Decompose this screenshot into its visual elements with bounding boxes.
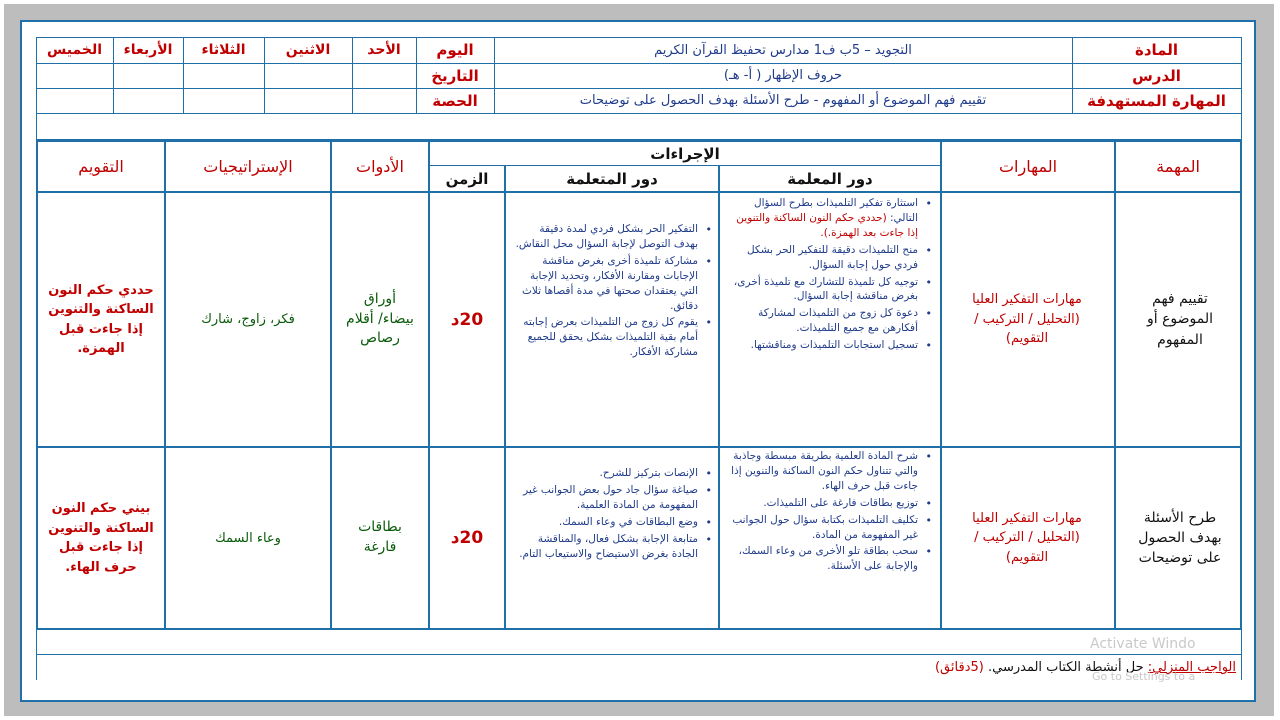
row1-student-item: • التفكير الحر بشكل فردي لمدة دقيقة بهدف التوصل لإجابة السؤال محل النقاش. xyxy=(514,222,698,252)
day-wednesday: الأربعاء xyxy=(123,42,173,58)
row1-strategies: فكر، زاوج، شارك xyxy=(201,312,295,327)
col-tools: الأدوات xyxy=(356,157,404,176)
row2-student-role xyxy=(514,466,714,616)
row2-student-item: • وضع البطاقات في وعاء السمك. xyxy=(514,515,698,530)
row2-teacher-item: • تكليف التلميذات بكتابة سؤال حول الجوانب غير المفهومة من المادة. xyxy=(728,513,918,543)
row2-tools: بطاقات فارغة xyxy=(358,519,402,555)
lesson-value: حروف الإظهار ( أ- هـ) xyxy=(723,68,843,83)
homework-time: (5دقائق) xyxy=(934,660,984,675)
col-evaluation: التقويم xyxy=(78,157,124,176)
col-time: الزمن xyxy=(445,169,489,188)
row2-strategies: وعاء السمك xyxy=(215,530,281,546)
target-skill-value: تقييم فهم الموضوع أو المفهوم - طرح الأسئلة بهدف الحصول على توضيحات xyxy=(579,93,987,108)
row2-evaluation: بيني حكم النون الساكنة والتنوين إذا جاءت قبل حرف الهاء. xyxy=(48,501,154,575)
subject-value: التجويد – 5ب ف1 مدارس تحفيظ القرآن الكريم xyxy=(654,42,912,58)
row1-teacher-item: • دعوة كل زوج من التلميذات لمشاركة أفكارهن مع جميع التلميذات. xyxy=(728,306,918,336)
col-strategies: الإستراتيجيات xyxy=(203,157,293,176)
row1-teacher-item: • توجيه كل تلميذة للتشارك مع تلميذة أخرى، بغرض مناقشة إجابة السؤال. xyxy=(728,275,918,305)
row1-teacher-role xyxy=(728,196,934,444)
col-student-role: دور المتعلمة xyxy=(566,169,658,188)
homework-label: الواجب المنزلي: xyxy=(1147,660,1236,675)
row1-teacher-item: • استثارة تفكير التلميذات بطرح السؤال التالي: (حددي حكم النون الساكنة والتنوين إذا جاءت بعد الهمزة.). xyxy=(728,196,918,241)
lesson-label: الدرس xyxy=(1132,66,1181,85)
row1-student-item: • يقوم كل زوج من التلميذات بعرض إجابته أمام بقية التلميذات بشكل يحقق للجميع مشاركة الأفكار. xyxy=(514,315,698,360)
date-label: التاريخ xyxy=(431,66,479,85)
col-procedures: الإجراءات xyxy=(650,144,720,163)
row1-teacher-item: • تسجيل استجابات التلميذات ومناقشتها. xyxy=(728,338,918,353)
day-sunday: الأحد xyxy=(367,42,401,58)
period-label: الحصة xyxy=(432,91,478,110)
row1-student-item: • مشاركة تلميذة أخرى بغرض مناقشة الإجابات ومقارنة الأفكار، وتحديد الإجابة التي يعتقدان صحتها في مدة أقصاها ثلاث دقائق. xyxy=(514,254,698,314)
col-task: المهمة xyxy=(1156,157,1200,176)
col-skills: المهارات xyxy=(998,157,1058,176)
row2-student-item: • صياغة سؤال جاد حول بعض الجوانب غير المفهومة من المادة العلمية. xyxy=(514,483,698,513)
activate-windows-watermark: Activate Windo xyxy=(1090,636,1196,652)
row2-teacher-role xyxy=(728,449,934,627)
row1-tools: أوراق بيضاء/ أقلام رصاص xyxy=(346,291,414,347)
day-monday: الاثنين xyxy=(285,42,331,58)
subject-label: المادة xyxy=(1135,41,1179,59)
day-thursday: الخميس xyxy=(46,42,103,58)
row1-skills: مهارات التفكير العليا (التحليل / التركيب / التقويم) xyxy=(972,292,1082,347)
row2-task: طرح الأسئلة بهدف الحصول على توضيحات xyxy=(1138,509,1222,567)
row2-student-item: • متابعة الإجابة بشكل فعال، والمناقشة الجادة بغرض الاستيضاح والاستيعاب التام. xyxy=(514,532,698,562)
day-tuesday: الثلاثاء xyxy=(201,42,246,58)
row2-time: 20د xyxy=(450,528,484,548)
row2-teacher-item: • سحب بطاقة تلو الأخرى من وعاء السمك، والإجابة على الأسئلة. xyxy=(728,544,918,574)
row1-evaluation: حددي حكم النون الساكنة والتنوين إذا جاءت قبل الهمزة. xyxy=(48,282,154,356)
row2-teacher-item: • توزيع بطاقات فارغة على التلميذات. xyxy=(728,496,918,511)
row2-teacher-item: • شرح المادة العلمية بطريقة مبسطة وجاذبة والتي تتناول حكم النون الساكنة والتنوين إذا جاءت قبل حرف الهاء. xyxy=(728,449,918,494)
day-label: اليوم xyxy=(436,41,474,59)
row1-task: تقييم فهم الموضوع أو المفهوم xyxy=(1146,291,1214,348)
activate-windows-hint: Go to Settings to a xyxy=(1092,670,1196,683)
row1-student-role xyxy=(514,222,714,442)
row1-time: 20د xyxy=(450,309,484,330)
row2-skills: مهارات التفكير العليا (التحليل / التركيب / التقويم) xyxy=(972,510,1082,565)
target-skill-label: المهارة المستهدفة xyxy=(1087,91,1226,110)
homework-text: حل أنشطة الكتاب المدرسي. xyxy=(987,660,1144,675)
row1-teacher-item: • منح التلميذات دقيقة للتفكير الحر بشكل فردي حول إجابة السؤال. xyxy=(728,243,918,273)
col-teacher-role: دور المعلمة xyxy=(787,169,873,188)
row2-student-item: • الإنصات بتركيز للشرح. xyxy=(514,466,698,481)
